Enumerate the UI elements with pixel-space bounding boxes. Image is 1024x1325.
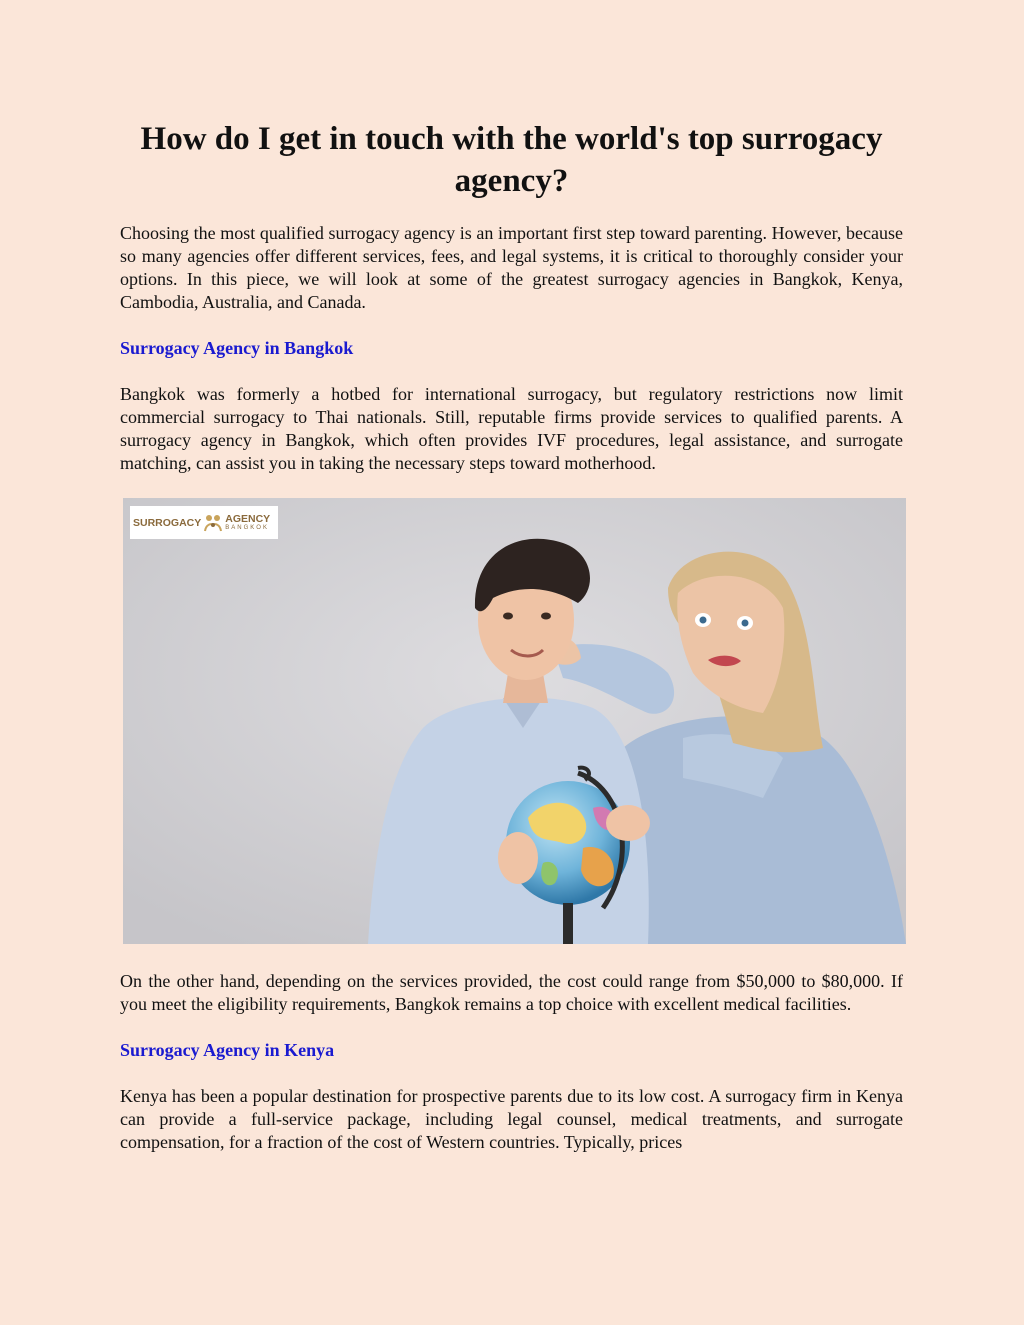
intro-paragraph: Choosing the most qualified surrogacy agency is an important first step toward parenting. However, because so many agencies offer different services, fees, and legal systems, it is critical to thoroughly consider your options. In this piece, we will look at some of the greatest surrogacy agencies in Bangkok, Kenya, Cambodia, Australia, and Canada. [120,223,903,312]
section-heading-kenya: Surrogacy Agency in Kenya [120,1040,335,1060]
kenya-paragraph: Kenya has been a popular destination for prospective parents due to its low cost. A surrogacy firm in Kenya can provide a full-service package, including legal counsel, medical treatments, and surrogate compensation, for a fraction of the cost of Western countries. Typically, prices [120,1086,903,1152]
document-page [120,118,903,1154]
photo-illustration [123,498,906,944]
family-logo-icon [202,513,224,533]
section-heading-bangkok: Surrogacy Agency in Bangkok [120,338,354,358]
couple-with-globe-photo [123,498,906,944]
logo-subtext: BANGKOK [225,525,269,532]
page-title: How do I get in touch with the world's top surrogacy agency? [140,121,883,199]
bangkok-paragraph: Bangkok was formerly a hotbed for international surrogacy, but regulatory restrictions now limit commercial surrogacy to Thai nationals. Still, reputable firms provide services to qualified parents. A surrogacy agency in Bangkok, which often provides IVF procedures, legal assistance, and surrogate matching, can assist you in taking the necessary steps toward motherhood. [120,384,903,473]
logo-right-block [225,514,270,532]
bangkok-cost-paragraph: On the other hand, depending on the services provided, the cost could range from $50,000 to $80,000. If you meet the eligibility requirements, Bangkok remains a top choice with excellent medical facilities. [120,971,903,1014]
logo-text-left: SURROGACY [133,516,202,529]
agency-logo [130,506,278,539]
logo-text-right: AGENCY [225,512,271,525]
